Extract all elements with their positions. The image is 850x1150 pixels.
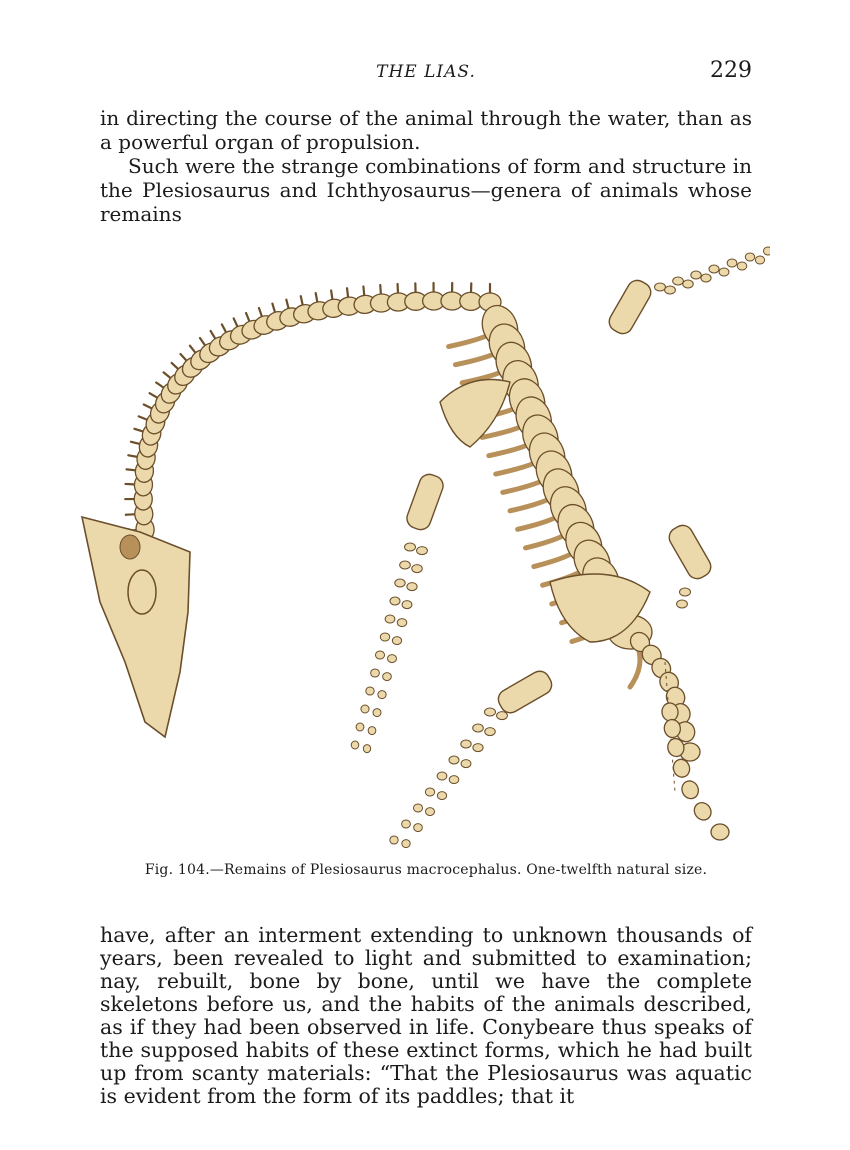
hind-left-paddle-phalanx xyxy=(473,724,484,732)
front-left-paddle-phalanx xyxy=(390,597,400,605)
front-left-paddle-phalanx xyxy=(405,543,416,551)
front-left-paddle-phalanx xyxy=(373,709,381,717)
hind-left-paddle-phalanx xyxy=(461,740,471,748)
front-left-paddle-phalanx xyxy=(400,561,411,569)
paragraph-plesiosaurus: Such were the strange combinations of form and structure in the Plesiosaurus and Ichthyosaurus—genera of animals whose remains xyxy=(100,154,752,226)
hind-left-paddle-phalanx xyxy=(449,756,459,764)
hind-left-paddle-phalanx xyxy=(402,820,411,828)
hind-left-paddle-phalanx xyxy=(402,840,410,848)
front-left-paddle-phalanx xyxy=(392,637,401,645)
front-right-paddle-phalanx xyxy=(665,286,676,294)
front-right-paddle-limb-bone xyxy=(606,277,655,337)
hind-left-paddle-phalanx xyxy=(414,824,423,832)
front-left-paddle-phalanx xyxy=(356,723,364,731)
front-right-paddle-phalanx xyxy=(755,256,764,264)
front-left-paddle-phalanx xyxy=(366,687,374,695)
running-head xyxy=(100,58,752,86)
front-left-paddle-phalanx xyxy=(371,669,380,677)
hind-right-paddle-phalanx xyxy=(680,588,691,596)
tail-fragment xyxy=(691,799,714,823)
front-left-paddle-phalanx xyxy=(361,705,369,713)
figure-plesiosaurus xyxy=(70,232,770,852)
tail-fragment xyxy=(711,824,729,840)
hind-left-paddle-phalanx xyxy=(485,728,496,736)
front-left-paddle-phalanx xyxy=(380,633,389,641)
hind-left-paddle-phalanx xyxy=(426,808,435,816)
tail-fragment xyxy=(679,778,701,801)
hind-right-paddle-limb-bone xyxy=(666,522,715,582)
hind-left-paddle-phalanx xyxy=(425,788,434,796)
hind-left-paddle-phalanx xyxy=(449,776,459,784)
hind-right-paddle-phalanx xyxy=(677,600,688,608)
front-left-paddle-phalanx xyxy=(368,727,376,735)
hind-left-paddle-phalanx xyxy=(413,804,422,812)
paragraph-conybeare: have, after an interment extending to unknown thousands of years, been revealed to light and submitted to examination; nay, rebuilt, bone by bone, until we have the complete skeletons before us, and the habits of the animals described, as if they had been observed in life. Conybeare thus speaks of the supposed habits of these extinct forms, which he had built up from scanty materials: “That the Plesiosaurus was aquatic is evident from the form of its paddles; that it xyxy=(100,923,752,1108)
front-left-paddle-phalanx xyxy=(385,615,395,623)
front-left-paddle-phalanx xyxy=(378,691,386,699)
hind-left-paddle-phalanx xyxy=(485,708,496,716)
front-left-paddle-phalanx xyxy=(351,741,358,749)
body-text-top xyxy=(100,106,752,226)
paragraph-continued: in directing the course of the animal through the water, than as a powerful organ of propulsion. xyxy=(100,106,752,154)
front-left-paddle-phalanx xyxy=(417,547,428,555)
front-right-paddle-phalanx xyxy=(737,262,747,270)
front-right-paddle-phalanx xyxy=(691,271,701,279)
figure-caption: Fig. 104.—Remains of Plesiosaurus macrocephalus. One-twelfth natural size. xyxy=(144,862,708,878)
page-number: 229 xyxy=(710,58,752,83)
hind-left-paddle-phalanx xyxy=(437,792,446,800)
front-right-paddle-phalanx xyxy=(701,274,711,282)
front-left-paddle-phalanx xyxy=(402,601,412,609)
hind-left-paddle-phalanx xyxy=(461,760,471,768)
hind-left-paddle-phalanx xyxy=(437,772,447,780)
hind-left-paddle-phalanx xyxy=(473,744,483,752)
running-title: THE LIAS. xyxy=(376,62,476,82)
skull-temporal-opening xyxy=(120,535,140,559)
front-left-paddle-phalanx xyxy=(395,579,405,587)
front-left-paddle-phalanx xyxy=(412,565,423,573)
front-right-paddle-phalanx xyxy=(719,268,729,276)
front-right-paddle-phalanx xyxy=(655,283,666,291)
front-left-paddle-phalanx xyxy=(363,745,370,753)
front-left-paddle-phalanx xyxy=(383,673,392,681)
front-left-paddle-phalanx xyxy=(407,583,417,591)
front-right-paddle-phalanx xyxy=(745,253,754,261)
hind-left-paddle-phalanx xyxy=(497,712,508,720)
hind-left-paddle-phalanx xyxy=(390,836,398,844)
front-left-paddle-phalanx xyxy=(397,619,407,627)
front-right-paddle-phalanx xyxy=(709,265,719,273)
front-right-paddle-phalanx xyxy=(763,247,770,255)
front-left-paddle-phalanx xyxy=(388,655,397,663)
front-right-paddle-phalanx xyxy=(673,277,684,285)
hind-left-paddle-limb-bone xyxy=(495,668,555,717)
front-left-paddle-limb-bone xyxy=(404,472,446,533)
front-right-paddle-phalanx xyxy=(683,280,694,288)
front-left-paddle-phalanx xyxy=(375,651,384,659)
front-right-paddle-phalanx xyxy=(727,259,737,267)
body-text-bottom xyxy=(100,924,752,1108)
plesiosaurus-skeleton-illustration xyxy=(70,232,770,852)
